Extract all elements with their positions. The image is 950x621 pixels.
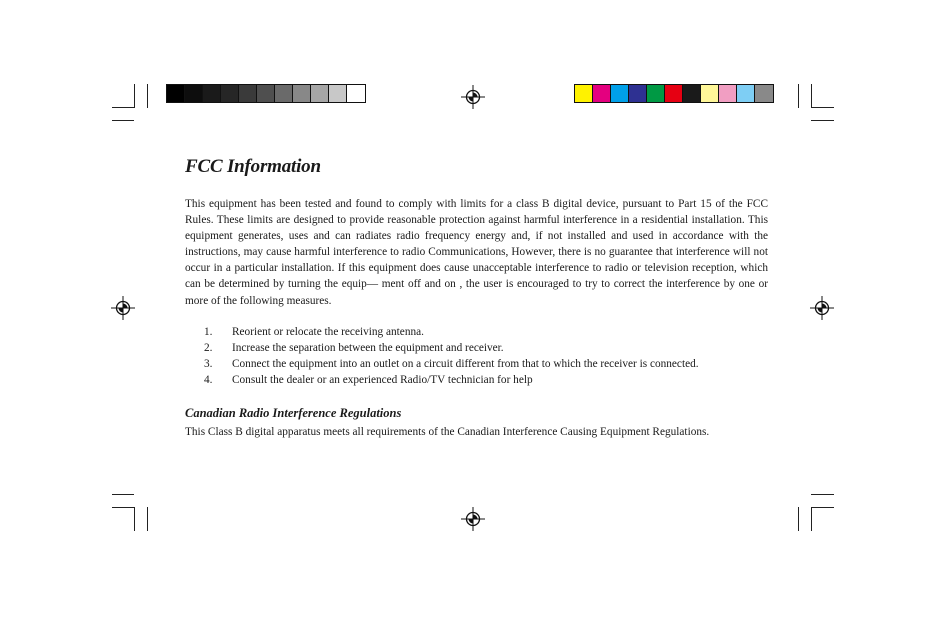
list-number: 1. [204, 325, 213, 338]
list-text: Reorient or relocate the receiving antenna. [232, 325, 424, 338]
registration-mark-icon [810, 296, 834, 320]
list-number: 2. [204, 341, 213, 354]
cmyk-color-bar [574, 84, 774, 103]
color-swatch [755, 85, 773, 102]
crop-mark [811, 84, 812, 108]
color-swatch [701, 85, 719, 102]
crop-mark [112, 107, 134, 108]
crop-mark [134, 507, 135, 531]
color-swatch [221, 85, 239, 102]
crop-mark [811, 507, 834, 508]
grayscale-color-bar [166, 84, 366, 103]
list-item [185, 340, 768, 356]
registration-mark-icon [111, 296, 135, 320]
page-title: FCC Information [185, 156, 321, 177]
color-swatch [629, 85, 647, 102]
crop-mark [147, 507, 148, 531]
registration-mark-icon [461, 85, 485, 109]
color-swatch [329, 85, 347, 102]
list-item [185, 324, 768, 340]
crop-mark [811, 494, 834, 495]
list-item [185, 356, 768, 372]
crop-mark [112, 494, 134, 495]
canadian-paragraph: This Class B digital apparatus meets all requirements of the Canadian Interference Causing Equipment Regulations. [185, 425, 710, 438]
list-item [185, 372, 768, 388]
color-swatch [239, 85, 257, 102]
crop-mark [798, 507, 799, 531]
color-swatch [575, 85, 593, 102]
color-swatch [167, 85, 185, 102]
color-swatch [683, 85, 701, 102]
crop-mark [112, 120, 134, 121]
color-swatch [647, 85, 665, 102]
color-swatch [347, 85, 365, 102]
crop-mark [811, 107, 834, 108]
color-swatch [593, 85, 611, 102]
list-number: 4. [204, 373, 213, 386]
registration-mark-icon [461, 507, 485, 531]
color-swatch [257, 85, 275, 102]
list-text: Consult the dealer or an experienced Radio/TV technician for help [232, 373, 533, 386]
color-swatch [665, 85, 683, 102]
crop-mark [798, 84, 799, 108]
fcc-paragraph: This equipment has been tested and found to comply with limits for a class B digital device, pursuant to Part 15 of the FCC Rules. These limits are designed to provide reasonable protection against harmful interference in a residential installation. This equipment generates, uses and can radiates radio frequency energy and, if not installed and used in accordance with the instructions, may cause harmful interference to radio Communications, However, there is no guarantee that interference will not occur in a particular installation. If this equipment does cause unacceptable interference to radio or television reception, which can be determined by turning the equip— ment off and on , the user is encouraged to try to correct the interference by one or more of the following measures. [185, 198, 768, 307]
measures-list [185, 324, 768, 388]
crop-mark [112, 507, 134, 508]
crop-mark [147, 84, 148, 108]
list-number: 3. [204, 357, 213, 370]
color-swatch [719, 85, 737, 102]
crop-mark [811, 120, 834, 121]
color-swatch [311, 85, 329, 102]
document-body [185, 156, 768, 440]
color-swatch [275, 85, 293, 102]
crop-mark [134, 84, 135, 108]
color-swatch [293, 85, 311, 102]
crop-mark [811, 507, 812, 531]
color-swatch [737, 85, 755, 102]
color-swatch [611, 85, 629, 102]
section-heading: Canadian Radio Interference Regulations [185, 405, 402, 420]
color-swatch [185, 85, 203, 102]
color-swatch [203, 85, 221, 102]
list-text: Increase the separation between the equipment and receiver. [232, 341, 504, 354]
list-text: Connect the equipment into an outlet on a circuit different from that to which the receiver is connected. [232, 357, 699, 370]
